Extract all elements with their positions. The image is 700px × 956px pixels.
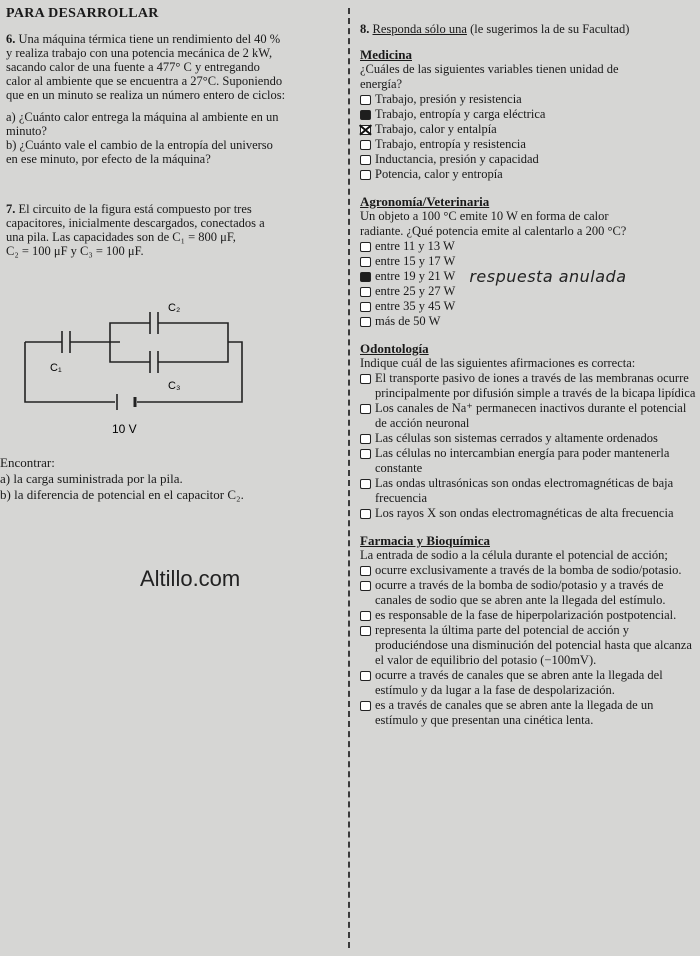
q7-line: capacitores, inicialmente descargados, conectados a	[6, 216, 265, 230]
checkbox[interactable]	[360, 140, 371, 150]
option-text: Trabajo, entropía y resistencia	[375, 137, 526, 151]
option-text: ocurre exclusivamente a través de la bomba de sodio/potasio.	[375, 563, 682, 577]
encontrar-block	[0, 455, 340, 503]
encontrar-title: Encontrar:	[0, 455, 55, 470]
option[interactable]	[360, 122, 696, 137]
option-text: entre 11 y 13 W	[375, 239, 455, 253]
option[interactable]	[360, 563, 696, 578]
checkbox[interactable]	[360, 317, 371, 327]
section-title: Odontología	[360, 341, 429, 356]
checkbox[interactable]	[360, 155, 371, 165]
circuit-diagram	[20, 295, 250, 435]
option-text: ocurre a través de canales que se abren ante la llegada del estímulo y da lugar a la fase de despolarización.	[375, 668, 663, 697]
option[interactable]	[360, 299, 696, 314]
option-text: Las células son sistemas cerrados y altamente ordenados	[375, 431, 658, 445]
section-heading: PARA DESARROLLAR	[6, 6, 159, 21]
option[interactable]	[360, 446, 696, 476]
c3-label: C₃	[168, 380, 181, 392]
checkbox-checked[interactable]	[360, 272, 371, 282]
q7-line: C₂ = 100 μF y C₃ = 100 μF.	[6, 244, 144, 258]
option[interactable]	[360, 623, 696, 668]
q7-line: una pila. Las capacidades son de C₁ = 800 μF,	[6, 230, 236, 244]
option-text: Trabajo, presión y resistencia	[375, 92, 522, 106]
question-text: La entrada de sodio a la célula durante el potencial de acción;	[360, 548, 668, 562]
checkbox[interactable]	[360, 701, 371, 711]
checkbox[interactable]	[360, 404, 371, 414]
encontrar-b: b) la diferencia de potencial en el capacitor C₂.	[0, 487, 244, 502]
option-text: es a través de canales que se abren ante la llegada de un estímulo y que presentan una cinética lenta.	[375, 698, 654, 727]
option[interactable]	[360, 431, 696, 446]
question-7	[6, 202, 346, 258]
option[interactable]	[360, 401, 696, 431]
option[interactable]	[360, 476, 696, 506]
option[interactable]	[360, 137, 696, 152]
battery-label: 10 V	[112, 422, 137, 435]
option-text: Trabajo, calor y entalpía	[375, 122, 497, 136]
checkbox[interactable]	[360, 374, 371, 384]
column-divider	[348, 8, 350, 948]
option[interactable]	[360, 506, 696, 521]
question-text: ¿Cuáles de las siguientes variables tienen unidad de	[360, 62, 619, 76]
q6-a: a) ¿Cuánto calor entrega la máquina al ambiente en un	[6, 110, 279, 124]
question-8-header	[360, 22, 696, 37]
question-text: Indique cuál de las siguientes afirmaciones es correcta:	[360, 356, 636, 370]
section-title: Medicina	[360, 47, 412, 62]
question-text: Un objeto a 100 °C emite 10 W en forma de calor	[360, 209, 609, 223]
option-text: Los rayos X son ondas electromagnéticas de alta frecuencia	[375, 506, 674, 520]
q6-line: y realiza trabajo con una potencia mecánica de 2 kW,	[6, 46, 273, 60]
checkbox[interactable]	[360, 611, 371, 621]
q6-line: Una máquina térmica tiene un rendimiento del 40 %	[18, 32, 281, 46]
option[interactable]	[360, 578, 696, 608]
section-agronomia	[360, 194, 696, 329]
question-number: 7.	[6, 202, 16, 216]
encontrar-a: a) la carga suministrada por la pila.	[0, 471, 183, 486]
checkbox[interactable]	[360, 257, 371, 267]
checkbox[interactable]	[360, 479, 371, 489]
checkbox-crossed[interactable]	[360, 125, 371, 135]
option-text: más de 50 W	[375, 314, 441, 328]
option[interactable]	[360, 269, 696, 284]
q6-line: que en un minuto se realiza un número entero de ciclos:	[6, 88, 286, 102]
checkbox[interactable]	[360, 449, 371, 459]
option[interactable]	[360, 314, 696, 329]
watermark: Altillo.com	[140, 566, 241, 591]
option-text: representa la última parte del potencial de acción y produciéndose una disminución del potencial hasta que alcanza el valor de equilibrio del potasio (−100mV).	[375, 623, 692, 667]
option[interactable]	[360, 92, 696, 107]
option-text: entre 19 y 21 W	[375, 269, 456, 283]
checkbox[interactable]	[360, 626, 371, 636]
q6-line: calor al ambiente que se encuentra a 27°C. Suponiendo	[6, 74, 283, 88]
option-text: entre 25 y 27 W	[375, 284, 456, 298]
section-title: Farmacia y Bioquímica	[360, 533, 490, 548]
option[interactable]	[360, 668, 696, 698]
section-title: Agronomía/Veterinaria	[360, 194, 490, 209]
q6-line: sacando calor de una fuente a 477° C y entregando	[6, 60, 260, 74]
checkbox-checked[interactable]	[360, 110, 371, 120]
c1-label: C₁	[50, 362, 62, 374]
question-text: radiante. ¿Qué potencia emite al calentarlo a 200 °C?	[360, 224, 627, 238]
checkbox[interactable]	[360, 671, 371, 681]
c2-label: C₂	[168, 302, 181, 314]
section-odontologia	[360, 341, 696, 521]
option-text: Las ondas ultrasónicas son ondas electromagnéticas de baja frecuencia	[375, 476, 674, 505]
checkbox[interactable]	[360, 581, 371, 591]
checkbox[interactable]	[360, 170, 371, 180]
q7-line: El circuito de la figura está compuesto por tres	[18, 202, 252, 216]
option-text: Los canales de Na⁺ permanecen inactivos durante el potencial de acción neuronal	[375, 401, 687, 430]
option[interactable]	[360, 608, 696, 623]
option-text: ocurre a través de la bomba de sodio/potasio y a través de canales de sodio que se abren ante la llegada del estímulo.	[375, 578, 666, 607]
q8-title: Responda sólo una	[372, 22, 467, 36]
q6-b: en ese minuto, por efecto de la máquina?	[6, 152, 211, 166]
option-text: El transporte pasivo de iones a través de las membranas ocurre principalmente por difusión simple a través de la bicapa lipídica	[375, 371, 696, 400]
checkbox[interactable]	[360, 242, 371, 252]
question-number: 8.	[360, 22, 370, 36]
section-farmacia	[360, 533, 696, 728]
question-number: 6.	[6, 32, 16, 46]
option-text: Trabajo, entropía y carga eléctrica	[375, 107, 546, 121]
option-text: Las células no intercambian energía para poder mantenerla constante	[375, 446, 670, 475]
q6-a: minuto?	[6, 124, 47, 138]
checkbox[interactable]	[360, 302, 371, 312]
section-medicina	[360, 47, 696, 182]
checkbox[interactable]	[360, 287, 371, 297]
checkbox[interactable]	[360, 95, 371, 105]
question-6	[6, 32, 346, 166]
option-text: Potencia, calor y entropía	[375, 167, 503, 181]
wire-right	[137, 342, 242, 402]
option[interactable]	[360, 698, 696, 728]
option[interactable]	[360, 284, 696, 299]
option[interactable]	[360, 107, 696, 122]
checkbox[interactable]	[360, 566, 371, 576]
option-text: entre 15 y 17 W	[375, 254, 456, 268]
option[interactable]	[360, 371, 696, 401]
option[interactable]	[360, 152, 696, 167]
question-text: energía?	[360, 77, 403, 91]
handwritten-annotation: respuesta anulada	[469, 267, 627, 286]
q6-b: b) ¿Cuánto vale el cambio de la entropía del universo	[6, 138, 273, 152]
option[interactable]	[360, 167, 696, 182]
checkbox[interactable]	[360, 434, 371, 444]
option-text: entre 35 y 45 W	[375, 299, 456, 313]
option-text: Inductancia, presión y capacidad	[375, 152, 539, 166]
q8-note: (le sugerimos la de su Facultad)	[470, 22, 630, 36]
right-column	[360, 22, 696, 740]
option-text: es responsable de la fase de hiperpolarización postpotencial.	[375, 608, 677, 622]
option[interactable]	[360, 239, 696, 254]
checkbox[interactable]	[360, 509, 371, 519]
left-column	[6, 6, 346, 270]
